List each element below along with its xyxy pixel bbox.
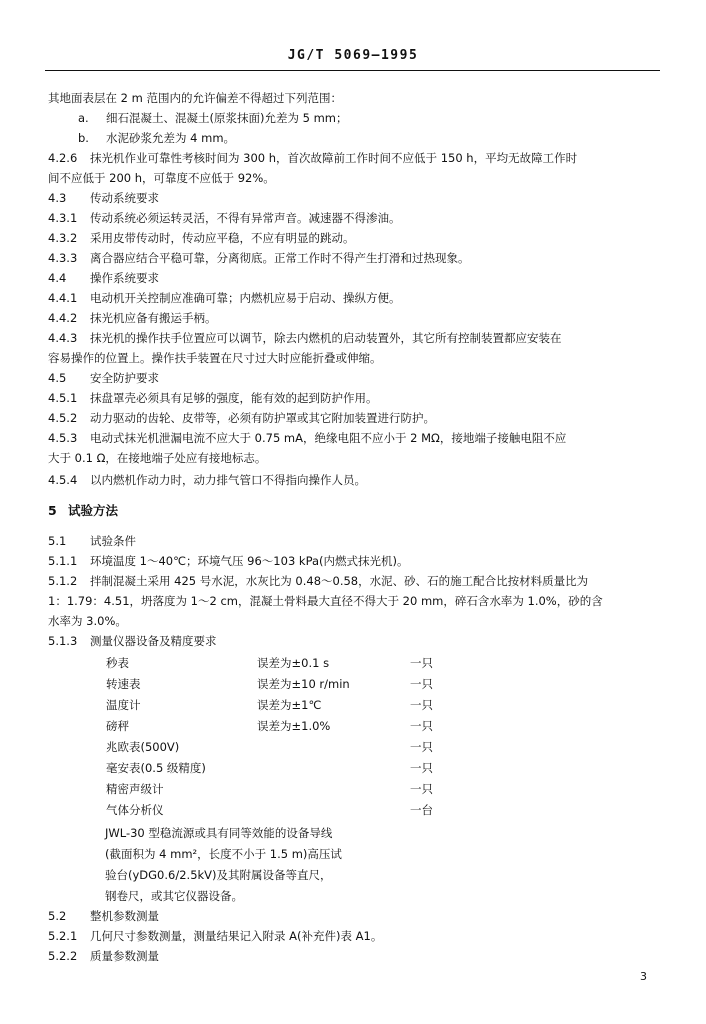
clause-text: 采用皮带传动时，传动应平稳，不应有明显的跳动。	[90, 231, 355, 245]
clause-number: 5.2	[48, 909, 67, 923]
text-line: 1：1.79：4.51，坍落度为 1～2 cm，混凝土骨料最大直径不得大于 20 mm，碎石含水率为 1.0%，砂的含	[48, 594, 603, 608]
clause-5-2-2	[48, 948, 660, 964]
section-title: 试验条件	[90, 534, 136, 548]
list-text: 水泥砂浆允差为 4 mm。	[106, 131, 236, 145]
clause-text: 电动机开关控制应准确可靠；内燃机应易于启动、操纵方便。	[90, 291, 401, 305]
clause-text: 几何尺寸参数测量，测量结果记入附录 A(补充件)表 A1。	[90, 929, 383, 943]
text-line: JWL-30 型稳流源或具有同等效能的设备导线	[105, 826, 333, 840]
equipment-quantity: 一只	[410, 677, 433, 691]
clause-text: 测量仪器设备及精度要求	[90, 634, 217, 648]
clause-text: 抹光机的操作扶手位置应可以调节，除去内燃机的启动装置外，其它所有控制装置都应安装在	[90, 331, 562, 345]
clause-4-3-3	[48, 250, 660, 266]
clause-4-3-1	[48, 210, 660, 226]
clause-number: 4.5.3	[48, 431, 78, 445]
clause-number: 4.5.1	[48, 391, 78, 405]
page-number: 3	[640, 970, 647, 983]
clause-number: 4.2.6	[48, 151, 78, 165]
clause-text: 动力驱动的齿轮、皮带等，必须有防护罩或其它附加装置进行防护。	[90, 411, 435, 425]
text-line: 大于 0.1 Ω，在接地端子处应有接地标志。	[48, 451, 267, 465]
equipment-accuracy: 误差为±10 r/min	[257, 677, 350, 691]
clause-text: 抹光机作业可靠性考核时间为 300 h，首次故障前工作时间不应低于 150 h，平均无故障工作时	[90, 151, 578, 165]
equipment-name: 秒表	[106, 656, 129, 670]
list-item-b	[78, 130, 690, 146]
clause-5-2-1	[48, 928, 660, 944]
list-item-a	[78, 110, 690, 126]
clause-4-2-6	[48, 150, 660, 166]
clause-text: 拌制混凝土采用 425 号水泥，水灰比为 0.48～0.58，水泥、砂、石的施工配合比按材料质量比为	[90, 574, 589, 588]
clause-4-5-1	[48, 390, 660, 406]
section-title: 整机参数测量	[90, 909, 159, 923]
clause-number: 4.4.1	[48, 291, 78, 305]
clause-text: 离合器应结合平稳可靠，分离彻底。正常工作时不得产生打滑和过热现象。	[90, 251, 470, 265]
equipment-name: 气体分析仪	[106, 803, 164, 817]
text-line: (截面积为 4 mm²，长度不小于 1.5 m)高压试	[105, 847, 342, 861]
clause-number: 4.5.2	[48, 411, 78, 425]
section-5-1	[48, 533, 660, 549]
clause-number: 5.1.1	[48, 554, 78, 568]
clause-text: 质量参数测量	[90, 949, 159, 963]
list-text: 细石混凝土、混凝土(原浆抹面)允差为 5 mm；	[106, 111, 348, 125]
equipment-quantity: 一只	[410, 698, 433, 712]
clause-number: 4.3.3	[48, 251, 78, 265]
list-marker: a.	[78, 111, 89, 125]
equipment-name: 磅秤	[106, 719, 129, 733]
text-line: 其地面表层在 2 m 范围内的允许偏差不得超过下列范围：	[48, 91, 342, 105]
list-marker: b.	[78, 131, 89, 145]
clause-4-4-3	[48, 330, 660, 346]
clause-number: 5.1.3	[48, 634, 78, 648]
text-line: 容易操作的位置上。操作扶手装置在尺寸过大时应能折叠或伸缩。	[48, 351, 382, 365]
clause-5-1-3	[48, 633, 660, 649]
clause-number: 4.5	[48, 371, 67, 385]
text-line: 验台(yDG0.6/2.5kV)及其附属设备等直尺，	[105, 868, 332, 882]
equipment-quantity: 一只	[410, 656, 433, 670]
section-title: 操作系统要求	[90, 271, 159, 285]
standard-code-header: JG/T 5069—1995	[287, 48, 419, 63]
equipment-name: 转速表	[106, 677, 141, 691]
clause-text: 电动式抹光机泄漏电流不应大于 0.75 mA，绝缘电阻不应小于 2 MΩ，接地端子接触电阻不应	[90, 431, 567, 445]
text-line: 间不应低于 200 h，可靠度不应低于 92%。	[48, 171, 275, 185]
clause-4-4-2	[48, 310, 660, 326]
equipment-accuracy: 误差为±0.1 s	[257, 656, 330, 670]
header-rule	[45, 70, 660, 71]
equipment-accuracy: 误差为±1.0%	[257, 719, 331, 733]
chapter-number: 5	[48, 503, 57, 518]
text-line: 钢卷尺，或其它仪器设备。	[105, 889, 243, 903]
clause-number: 5.2.2	[48, 949, 78, 963]
clause-text: 以内燃机作动力时，动力排气管口不得指向操作人员。	[90, 473, 366, 487]
equipment-name: 精密声级计	[106, 782, 164, 796]
clause-4-5-2	[48, 410, 660, 426]
equipment-quantity: 一只	[410, 761, 433, 775]
chapter-title: 试验方法	[68, 503, 119, 518]
clause-number: 5.2.1	[48, 929, 78, 943]
clause-number: 5.1.2	[48, 574, 78, 588]
clause-5-1-1	[48, 553, 660, 569]
clause-number: 4.4.2	[48, 311, 78, 325]
clause-text: 传动系统必须运转灵活，不得有异常声音。减速器不得渗油。	[90, 211, 401, 225]
equipment-quantity: 一只	[410, 740, 433, 754]
clause-number: 4.4	[48, 271, 67, 285]
clause-4-5-4	[48, 472, 660, 488]
equipment-name: 毫安表(0.5 级精度)	[106, 761, 206, 775]
clause-text: 环境温度 1～40℃；环境气压 96～103 kPa(内燃式抹光机)。	[90, 554, 409, 568]
clause-4-3-2	[48, 230, 660, 246]
section-4-3	[48, 190, 660, 206]
clause-number: 5.1	[48, 534, 67, 548]
equipment-name: 温度计	[106, 698, 141, 712]
section-4-5	[48, 370, 660, 386]
text-line: 水率为 3.0%。	[48, 614, 127, 628]
section-4-4	[48, 270, 660, 286]
clause-5-1-2	[48, 573, 660, 589]
clause-number: 4.3.1	[48, 211, 78, 225]
equipment-quantity: 一只	[410, 782, 433, 796]
equipment-quantity: 一只	[410, 719, 433, 733]
clause-number: 4.3.2	[48, 231, 78, 245]
clause-text: 抹盘罩壳必须具有足够的强度，能有效的起到防护作用。	[90, 391, 378, 405]
clause-number: 4.3	[48, 191, 67, 205]
clause-number: 4.4.3	[48, 331, 78, 345]
clause-number: 4.5.4	[48, 473, 78, 487]
section-5-2	[48, 908, 660, 924]
chapter-5-heading	[48, 503, 660, 519]
equipment-accuracy: 误差为±1℃	[257, 698, 322, 712]
clause-4-4-1	[48, 290, 660, 306]
section-title: 安全防护要求	[90, 371, 159, 385]
clause-4-5-3	[48, 430, 660, 446]
equipment-quantity: 一台	[410, 803, 433, 817]
section-title: 传动系统要求	[90, 191, 159, 205]
equipment-name: 兆欧表(500V)	[106, 740, 180, 754]
clause-text: 抹光机应备有搬运手柄。	[90, 311, 217, 325]
